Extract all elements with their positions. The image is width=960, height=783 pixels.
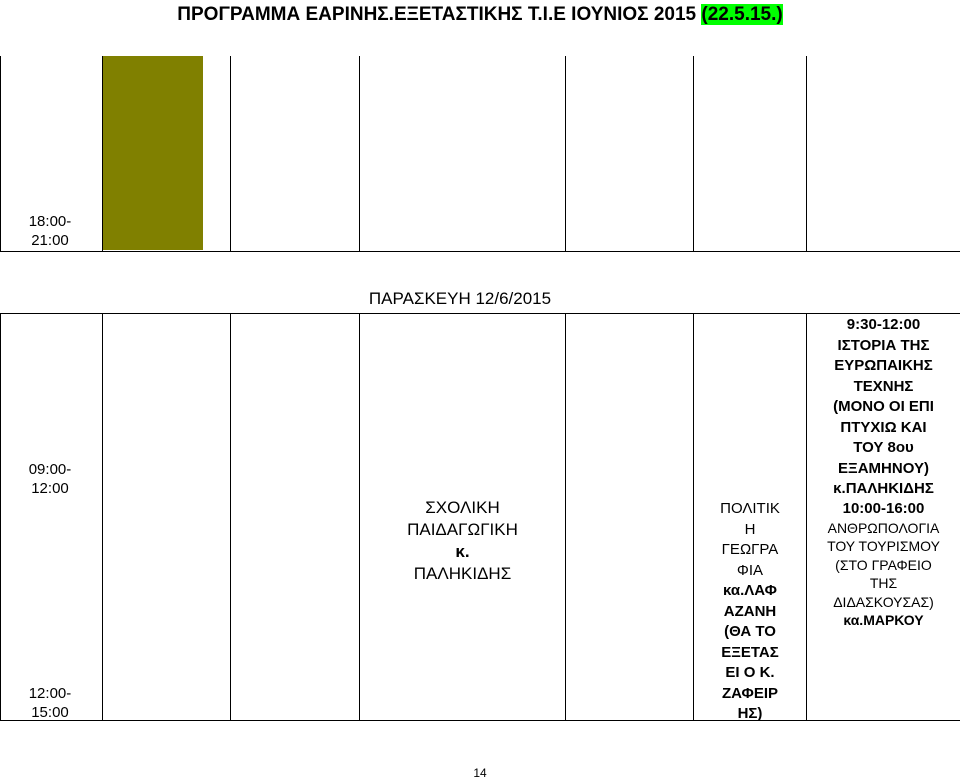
page-title: [0, 4, 960, 26]
time-slot-09-12: 09:00- 12:00: [28, 461, 72, 497]
time-slot-18-21: 18:00- 21:00: [28, 213, 72, 249]
page-number: 14: [473, 766, 487, 780]
exam-school-pedagogy: ΣΧΟΛΙΚΗ ΠΑΙΔΑΓΩΓΙΚΗ κ. ΠΑΛΗΚΙΔΗΣ: [407, 498, 518, 583]
exam-political-geography: ΠΟΛΙΤΙΚ Η ΓΕΩΓΡΑ ΦΙΑ κα.ΛΑΦ ΑΖΑΝΗ (ΘΑ ΤΟ ΕΞΕΤΑΣ ΕΙ Ο Κ. ΖΑΦΕΙΡ ΗΣ): [720, 500, 780, 722]
title-text: ΠΡΟΓΡΑΜΜΑ ΕΑΡΙΝΗΣ.ΕΞΕΤΑΣΤΙΚΗΣ Τ.Ι.Ε ΙΟΥΝΙΟΣ 2015: [177, 4, 702, 25]
time-slot-12-15: 12:00- 15:00: [28, 685, 72, 721]
exam-european-art-history: 9:30-12:00 ΙΣΤΟΡΙΑ ΤΗΣ ΕΥΡΩΠΑΙΚΗΣ ΤΕΧΝΗΣ (ΜΟΝΟ ΟΙ ΕΠΙ ΠΤΥΧΙΩ ΚΑΙ ΤΟΥ 8ου ΕΞΑΜΗΝΟΥ) κ.ΠΑΛΗΚΙΔΗΣ: [833, 316, 934, 497]
day-label: ΠΑΡΑΣΚΕΥΗ 12/6/2015: [368, 289, 552, 308]
occupied-slot-block: [103, 56, 203, 250]
title-date-highlight: (22.5.15.): [701, 4, 783, 25]
exam-tourism-anthropology: 10:00-16:00 ΑΝΘΡΩΠΟΛΟΓΙΑ ΤΟΥ ΤΟΥΡΙΣΜΟΥ (ΣΤΟ ΓΡΑΦΕΙΟ ΤΗΣ ΔΙΔΑΣΚΟΥΣΑΣ) κα.ΜΑΡΚΟΥ: [827, 500, 940, 628]
